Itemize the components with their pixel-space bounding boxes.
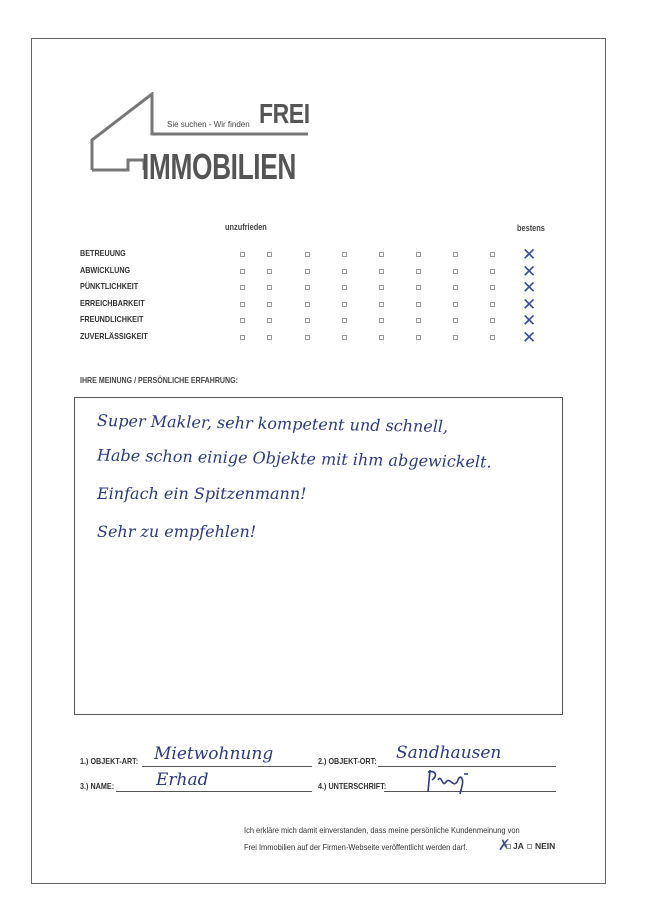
- rating-checkbox[interactable]: [305, 302, 310, 307]
- rating-check-mark[interactable]: ✕: [522, 245, 537, 265]
- rating-checkbox[interactable]: [240, 269, 245, 274]
- rating-checkbox[interactable]: [342, 285, 347, 290]
- rating-checkbox[interactable]: [490, 285, 495, 290]
- rating-checkbox[interactable]: [453, 285, 458, 290]
- rating-checkbox[interactable]: [240, 252, 245, 257]
- name-value: Erhad: [156, 770, 209, 790]
- logo-brand-immobilien: IMMOBILIEN: [142, 146, 297, 187]
- opinion-line: Super Makler, sehr kompetent und schnell,: [96, 410, 449, 437]
- rating-checkbox[interactable]: [342, 318, 347, 323]
- company-logo: [88, 92, 318, 188]
- rating-checkbox[interactable]: [379, 302, 384, 307]
- rating-checkbox[interactable]: [305, 318, 310, 323]
- consent-line-1: Ich erkläre mich damit einverstanden, dass meine persönliche Kundenmeinung von: [244, 825, 520, 835]
- signature-mark: [424, 766, 474, 796]
- opinion-line: Habe schon einige Objekte mit ihm abgewickelt.: [96, 445, 492, 472]
- rating-checkbox[interactable]: [342, 302, 347, 307]
- rating-checkbox[interactable]: [267, 318, 272, 323]
- rating-checkbox[interactable]: [453, 269, 458, 274]
- rating-check-mark[interactable]: ✕: [522, 261, 537, 282]
- rating-row: [80, 278, 560, 298]
- rating-row: [80, 311, 560, 331]
- name-label: 3.) NAME:: [80, 781, 115, 791]
- rating-check-mark[interactable]: ✕: [522, 278, 537, 298]
- objekt-art-label: 1.) OBJEKT-ART:: [80, 756, 139, 766]
- rating-checkbox[interactable]: [240, 318, 245, 323]
- logo-tagline: Sie suchen - Wir finden: [167, 120, 250, 129]
- unterschrift-label: 4.) UNTERSCHRIFT:: [318, 781, 387, 791]
- consent-no-checkbox[interactable]: [527, 844, 532, 849]
- rating-checkbox[interactable]: [305, 269, 310, 274]
- rating-row-label: ZUVERLÄSSIGKEIT: [80, 330, 148, 341]
- name-field[interactable]: [116, 791, 312, 792]
- rating-checkbox[interactable]: [379, 285, 384, 290]
- rating-checkbox[interactable]: [379, 269, 384, 274]
- rating-checkbox[interactable]: [490, 269, 495, 274]
- rating-checkbox[interactable]: [453, 252, 458, 257]
- rating-row-label: PÜNKTLICHKEIT: [80, 281, 139, 291]
- rating-checkbox[interactable]: [490, 318, 495, 323]
- rating-checkbox[interactable]: [305, 252, 310, 257]
- opinion-label: IHRE MEINUNG / PERSÖNLICHE ERFAHRUNG:: [80, 375, 238, 385]
- rating-row: [80, 327, 560, 348]
- rating-checkbox[interactable]: [379, 252, 384, 257]
- rating-row-label: ERREICHBARKEIT: [80, 297, 145, 308]
- scale-low-label: unzufrieden: [225, 222, 267, 232]
- rating-row: [80, 245, 560, 265]
- rating-checkbox[interactable]: [342, 335, 347, 340]
- rating-checkbox[interactable]: [267, 252, 272, 257]
- rating-row-label: FREUNDLICHKEIT: [80, 314, 144, 324]
- opinion-line: Sehr zu empfehlen!: [97, 522, 257, 541]
- rating-checkbox[interactable]: [267, 335, 272, 340]
- rating-row: [80, 294, 560, 315]
- consent-yes-label: JA: [513, 841, 524, 851]
- rating-checkbox[interactable]: [267, 269, 272, 274]
- consent-no-label: NEIN: [535, 841, 556, 851]
- logo-brand-frei: FREI: [259, 98, 310, 129]
- objekt-ort-value: Sandhausen: [396, 743, 502, 763]
- rating-check-mark[interactable]: ✕: [522, 294, 537, 315]
- objekt-ort-label: 2.) OBJEKT-ORT:: [318, 756, 377, 766]
- consent-text: [244, 822, 520, 856]
- consent-line-2: Frei Immobilien auf der Firmen-Webseite veröffentlicht werden darf.: [244, 842, 468, 852]
- rating-checkbox[interactable]: [379, 335, 384, 340]
- rating-row-label: ABWICKLUNG: [80, 264, 131, 275]
- rating-checkbox[interactable]: [342, 252, 347, 257]
- rating-checkbox[interactable]: [416, 285, 421, 290]
- rating-checkbox[interactable]: [240, 285, 245, 290]
- rating-checkbox[interactable]: [240, 302, 245, 307]
- rating-checkbox[interactable]: [305, 335, 310, 340]
- rating-checkbox[interactable]: [267, 285, 272, 290]
- rating-checkbox[interactable]: [240, 335, 245, 340]
- rating-checkbox[interactable]: [453, 318, 458, 323]
- rating-row-label: BETREUUNG: [80, 248, 126, 258]
- rating-checkbox[interactable]: [490, 252, 495, 257]
- rating-checkbox[interactable]: [453, 302, 458, 307]
- rating-checkbox[interactable]: [416, 269, 421, 274]
- opinion-line: Einfach ein Spitzenmann!: [97, 484, 307, 503]
- rating-checkbox[interactable]: [416, 252, 421, 257]
- rating-checkbox[interactable]: [490, 335, 495, 340]
- rating-checkbox[interactable]: [342, 269, 347, 274]
- rating-checkbox[interactable]: [416, 318, 421, 323]
- rating-checkbox[interactable]: [453, 335, 458, 340]
- rating-checkbox[interactable]: [490, 302, 495, 307]
- rating-checkbox[interactable]: [379, 318, 384, 323]
- rating-check-mark[interactable]: ✕: [522, 311, 537, 331]
- scale-high-label: bestens: [517, 223, 545, 233]
- rating-checkbox[interactable]: [416, 335, 421, 340]
- rating-row: [80, 261, 560, 282]
- consent-yes-check-mark: ✗: [498, 836, 511, 854]
- objekt-art-value: Mietwohnung: [154, 744, 274, 764]
- rating-checkbox[interactable]: [267, 302, 272, 307]
- objekt-art-field[interactable]: [142, 766, 312, 767]
- rating-check-mark[interactable]: ✕: [522, 327, 537, 348]
- rating-checkbox[interactable]: [305, 285, 310, 290]
- rating-checkbox[interactable]: [416, 302, 421, 307]
- opinion-textarea[interactable]: [74, 397, 563, 715]
